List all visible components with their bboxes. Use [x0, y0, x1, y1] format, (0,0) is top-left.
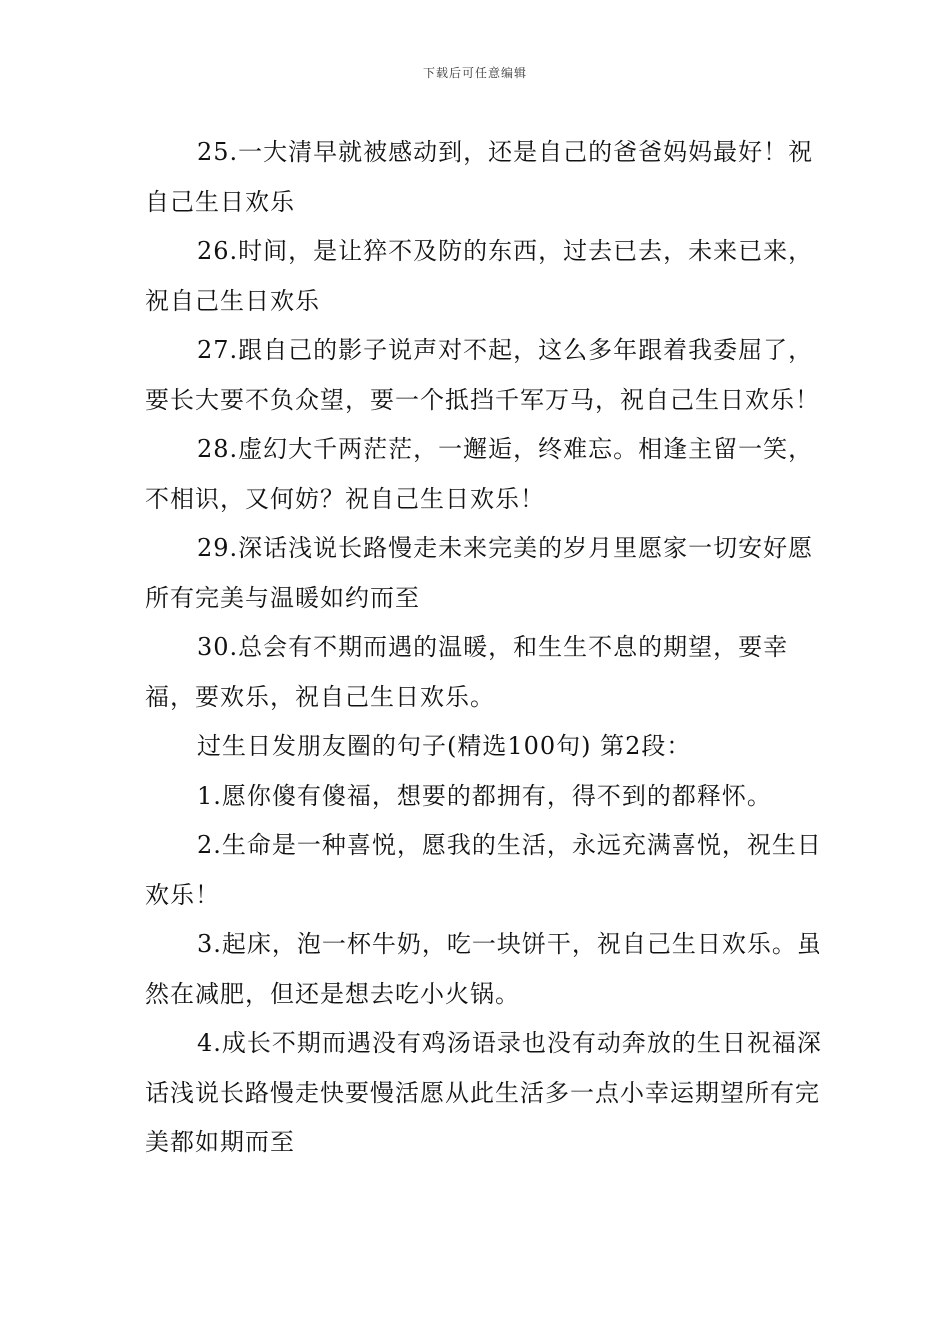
document-body [145, 128, 825, 1168]
header-note: 下载后可任意编辑 [422, 66, 527, 80]
paragraph-29: 29.深话浅说长路慢走未来完美的岁月里愿家一切安好愿所有完美与温暖如约而至 [145, 534, 814, 612]
section-heading: 过生日发朋友圈的句子(精选100句) 第2段： [197, 732, 692, 760]
paragraph-3: 3.起床，泡一杯牛奶，吃一块饼干，祝自己生日欢乐。虽然在减肥，但还是想去吃小火锅。 [145, 930, 822, 1008]
paragraph-25: 25.一大清早就被感动到，还是自己的爸爸妈妈最好！祝自己生日欢乐 [145, 138, 814, 216]
paragraph-4: 4.成长不期而遇没有鸡汤语录也没有动奔放的生日祝福深话浅说长路慢走快要慢活愿从此生活多一点小幸运期望所有完美都如期而至 [145, 1029, 822, 1156]
paragraph-1: 1.愿你傻有傻福，想要的都拥有，得不到的都释怀。 [197, 781, 772, 810]
paragraph-26: 26.时间，是让猝不及防的东西，过去已去，未来已来，祝自己生日欢乐 [145, 237, 814, 315]
paragraph-2: 2.生命是一种喜悦，愿我的生活，永远充满喜悦，祝生日欢乐！ [145, 831, 822, 909]
paragraph-27: 27.跟自己的影子说声对不起，这么多年跟着我委屈了，要长大要不负众望，要一个抵挡千军万马，祝自己生日欢乐！ [145, 336, 820, 414]
paragraph-30: 30.总会有不期而遇的温暖，和生生不息的期望，要幸福，要欢乐，祝自己生日欢乐。 [145, 633, 789, 711]
paragraph-28: 28.虚幻大千两茫茫，一邂逅，终难忘。相逢主留一笑，不相识，又何妨？祝自己生日欢乐！ [145, 435, 814, 513]
